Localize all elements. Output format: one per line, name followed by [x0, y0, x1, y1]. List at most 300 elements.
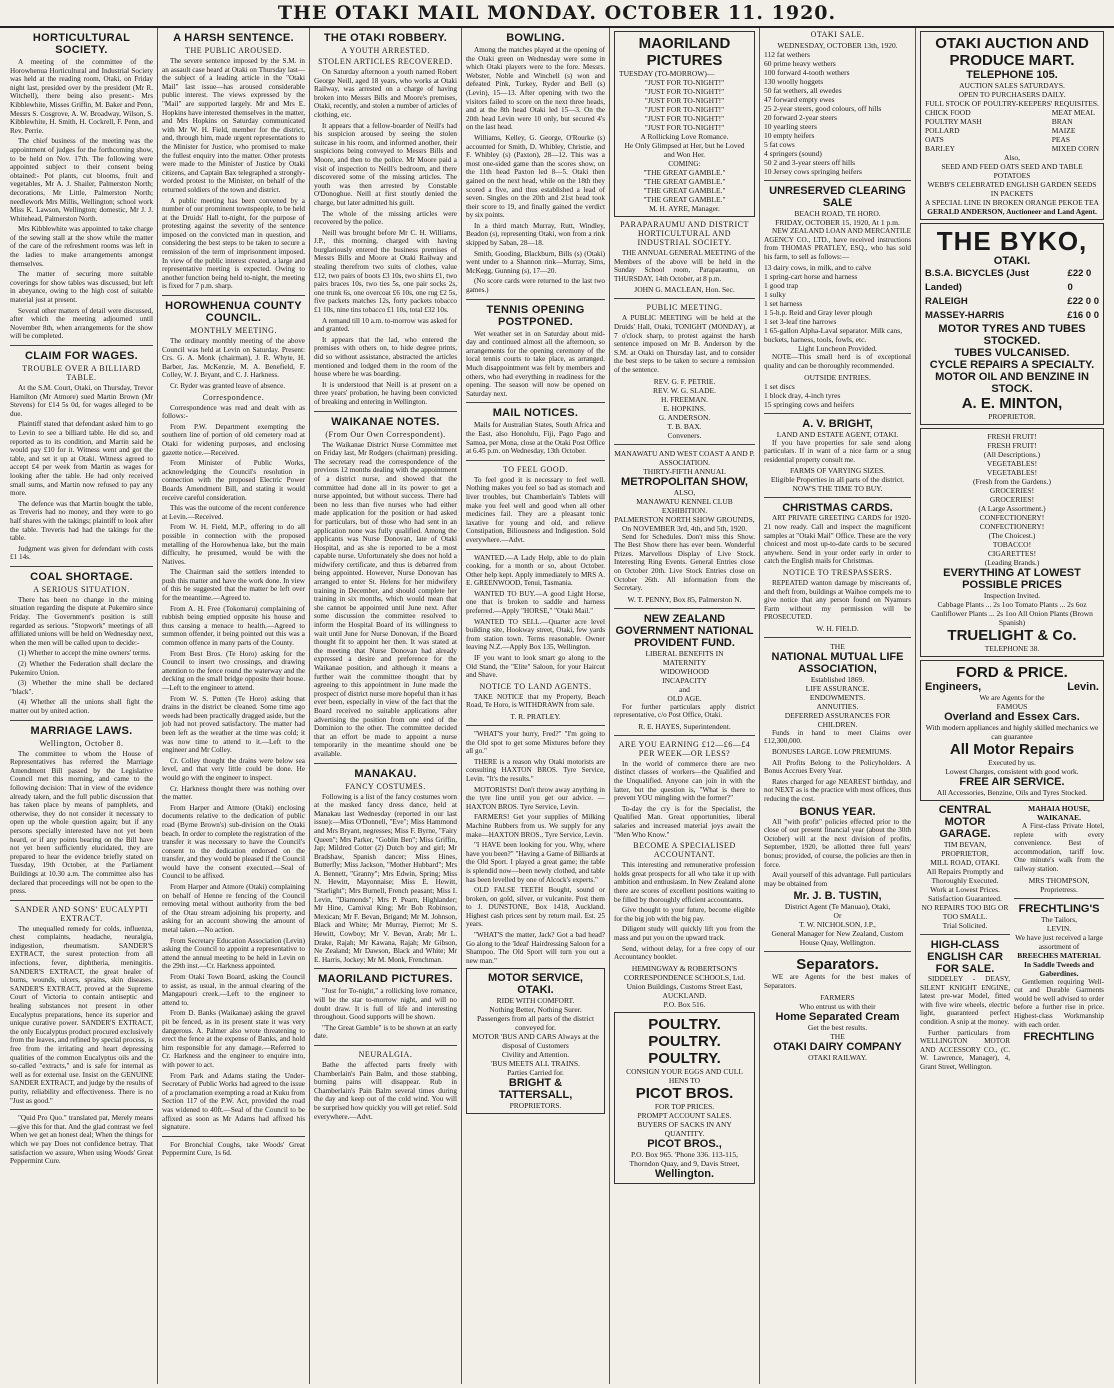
list-item: 5 fat cows	[764, 140, 795, 149]
list-item: 1 5-h.p. Reid and Gray lever plough	[764, 308, 873, 318]
divider	[614, 444, 755, 445]
price-row-price: £16 0 0	[1067, 310, 1099, 321]
ad-line: We have just received a large assortment of	[1015, 932, 1103, 951]
ad-city: Wellington.	[654, 1167, 715, 1180]
list-item: WIDOWHOOD	[659, 666, 710, 676]
column-3	[310, 28, 462, 1384]
ad-line: PROMPT ACCOUNT SALES.	[637, 1110, 732, 1120]
ad-line: Inspection Invited.	[983, 591, 1041, 600]
notice-text: A PUBLIC MEETING will be held at the Druids' Hall, Otaki, TONIGHT (MONDAY), at 7 o'clock sharp, to protest against the harsh sentence imposed on Mr B. Anderson by the S.M. at Otaki on Thursday last, and to consider the best steps to be taken to secure a remission of the sentence.	[614, 314, 755, 374]
conveners-list	[614, 377, 755, 431]
list-item: "JUST FOR TO-NIGHT!"	[644, 87, 725, 96]
list-item: 1 set discs	[764, 381, 795, 391]
list-item: 1 good trap	[764, 281, 799, 291]
ad-line: All Accessories, Benzine, Oils and Tyres Stocked.	[936, 788, 1088, 797]
divider	[1014, 898, 1104, 899]
notice-text: TAKE NOTICE that my Property, Beach Road, Te Horo, is WITHDRAWN from sale.	[466, 692, 605, 710]
list-item: 1 block dray, 4-inch tyres	[764, 390, 841, 400]
list-item: (Fresh from the Gardens.)	[973, 477, 1051, 486]
list-item: 10 yearling steers	[764, 122, 817, 131]
article-text: It appears that the lad, who entered the premises with others on, to hide degree prints, did so without assistance, abstracted the articles mentioned and lodged them in the room of the house where he was boarding.	[314, 335, 457, 379]
article-title: MAORILAND PICTURES.	[318, 973, 453, 986]
article-text: "Just for To-night," a rollicking love romance, will be the star to-morrow night, and will no doubt draw. It is full of life and interesting throughout. Good supports will be shown.	[314, 987, 457, 1022]
ad-line: NOW'S THE TIME TO BUY.	[792, 484, 883, 494]
ad-role: LAND AND ESTATE AGENT, OTAKI.	[776, 429, 899, 439]
article-text: The whole of the missing articles were recovered by the police.	[314, 209, 457, 227]
article-text: From Harper and Atmore (Otaki) enclosing documents relative to the dedication of public road (Byrne Brown's) sub-division on the Otaki beach. In order to complete the registration of the transfer it was necessary to have the Council's consent to the dedication endorsed on the transfer, and they would be pleased if the Council would have the consent executed.—Seal of Council to be affixed.	[162, 803, 305, 881]
ad-line: MANAWATU AND WEST COAST A AND P. ASSOCIATION.	[614, 448, 755, 467]
ad-line: OTAKI RAILWAY.	[808, 1052, 867, 1062]
divider	[764, 637, 911, 638]
article-subtitle: Correspondence.	[202, 392, 265, 402]
article-text: From Best Bros. (Te Horo) asking for the Council to insert two crossings, and drawing attention to the fence round the waterway and the decking on the small bridge opposite their house.—Left to the engineer to attend.	[162, 649, 305, 692]
article-subtitle: A SERIOUS SITUATION.	[33, 584, 130, 594]
ad-firm: HEMINGWAY & ROBERTSON'S CORRESPONDENCE SCHOOLS, Ltd.	[623, 963, 746, 982]
article-title: TENNIS OPENING POSTPONED.	[486, 303, 585, 328]
ad-text: Further particulars from WELLINGTON MOTOR AND ACCESSORY CO., (C. W. Lawrence, Manager), 4, Grant Street, Wellington.	[920, 1028, 1010, 1071]
ad-line: Nothing Better, Nothing Surer.	[489, 1005, 582, 1015]
ad-line: THE	[830, 641, 845, 651]
divider	[764, 497, 911, 498]
list-item: DEFERRED ASSURANCES FOR CHILDREN.	[784, 710, 891, 729]
divider	[466, 460, 605, 461]
ad-name: OTAKI DAIRY COMPANY	[773, 1040, 902, 1053]
article-text: Among the matches played at the opening of the Otaki green on Wednesday were some in which Otaki players were to the fore. Messrs. Webster, Noble and Winchell (s) won and defeated Pink, Turkey, Ryder and Bell (s) (Levin), 15—13. After opening with two the visitors failed to score on the next three heads, and at the 8th head Otaki led 15—3. On the 20th head Levin were 10 only, but secured 4's on the last head.	[466, 46, 605, 132]
list-item: BARLEY	[925, 144, 955, 153]
ad-phone: TELEPHONE 105.	[966, 69, 1058, 81]
list-item: "JUST FOR TO-NIGHT!"	[644, 114, 725, 123]
divider	[764, 180, 911, 181]
article-title: A HARSH SENTENCE.	[173, 32, 294, 44]
advert-text: For Bronchial Coughs, take Woods' Great Peppermint Cure, 1s 6d.	[162, 1140, 305, 1158]
article-text: The matter of securing more suitable coverings for show tables was discussed, but left in abeyance, owing to the high cost of suitable material just at present.	[10, 270, 153, 305]
article-text: Judgment was given for defendant with costs £1 14s.	[10, 544, 153, 562]
notice-text: THE ANNUAL GENERAL MEETING of the Members of the above will be held in the Sunday School room, Paraparaumu, on THURSDAY, 14th October, at 8 p.m.	[614, 249, 756, 283]
notice-title: NOTICE TO TRESPASSERS.	[782, 567, 893, 577]
ad-title: NATIONAL MUTUAL LIFE ASSOCIATION,	[771, 650, 904, 675]
bottom-left	[920, 804, 1010, 1074]
article-text: From W. H. Field, M.P., offering to do all possible in connection with the proposed metalling of the Horowhenua lake, but the main difficulty, he presumed, would be with the Natives.	[162, 523, 305, 566]
divider	[614, 298, 755, 299]
ad-title: HIGH-CLASS ENGLISH CAR FOR SALE.	[927, 939, 1003, 975]
list-item: REV. G. F. PETRIE.	[653, 376, 716, 386]
ad-text: NEW ZEALAND LOAN AND MERCANTILE AGENCY CO., LTD., have received instructions from THOMAS PRATLEY, ESQ., who has sold his farm, to sell as follows:—	[764, 227, 911, 261]
ad-title: NEW ZEALAND GOVERNMENT NATIONAL PROVIDENT FUND.	[615, 612, 754, 649]
ad-role: PROPRIETOR,	[941, 849, 989, 858]
article-dateline: Wellington, October 8.	[39, 738, 124, 748]
article-text: Several other matters of detail were discussed, after which the meeting adjourned until November 8th, when arrangements for the show will be completed.	[10, 306, 153, 341]
list-item: "JUST FOR TO-NIGHT!"	[644, 105, 725, 114]
ad-text: If you have properties for sale send along particulars. If in want of a nice farm or a snug residential property consult me.	[764, 438, 911, 464]
ad-address: Union Buildings, Customs Street East, AUCKLAND.	[626, 981, 743, 1000]
ad-line: All Repairs Promptly and Thoroughly Executed.	[926, 867, 1004, 885]
ad-line: All Motor Repairs	[949, 741, 1075, 758]
price-row	[925, 295, 1099, 309]
article-text: From Secretary Education Association (Levin) asking the Council to appoint a representative to attend the annual meeting to be held in Levin on the 29th inst.—Cr. Harkness appointed.	[162, 936, 305, 971]
ad-name: Mr. J. B. TUSTIN,	[793, 890, 882, 903]
ad-line: THE	[830, 1031, 845, 1041]
ad-line: On NOVEMBER 3rd, 4th, and 5th, 1920.	[622, 523, 747, 533]
ad-name: TIM BEVAN,	[943, 840, 987, 849]
ad-line: ALSO,	[673, 487, 696, 497]
ad-line: A SPECIAL LINE IN BROKEN ORANGE PEKOE TEA	[925, 198, 1099, 207]
classified-ad: "WHAT'S your hurry, Fred?" "I'm going to the Old spot to get some Mixtures before they all go."	[466, 730, 605, 756]
article-text: A remand till 10 a.m. to-morrow was asked for and granted.	[314, 316, 457, 334]
ad-title: POULTRY. POULTRY. POULTRY.	[648, 1015, 721, 1067]
classified-ad: THERE is a reason why Otaki motorists are consulting HAXTON BROS. Tyre Service, Levin. "It's the results."	[466, 757, 605, 783]
life-list	[764, 684, 911, 729]
poultry-ad	[614, 1012, 755, 1184]
divider	[10, 345, 153, 346]
outside-items	[764, 382, 911, 409]
list-item: CIGARETTES!	[987, 549, 1037, 558]
ad-text: Avail yourself of this advantage. Full particulars may be obtained from	[764, 871, 911, 888]
sale-head: OTAKI SALE.	[810, 30, 865, 39]
list-item: PEAS	[1051, 135, 1071, 144]
ad-line: OPEN TO PURCHASERS DAILY.	[958, 90, 1066, 99]
ad-line: Cauliflower Plants ... 2s 1oo All Onion Plants (Brown Spanish)	[931, 609, 1093, 627]
article-text: The severe sentence imposed by the S.M. in an assault case heard at Otaki on Thursday last—the subject of a leading article in the "Otaki Mail" last issue—has aroused considerable public interest. The views expressed by the "Mail" are supported largely. Mr and Mrs E. Hopkins have interested themselves in the matter, and Mrs Hopkins on Saturday communicated with Mr W. H. Field, member for the district, and, through him, made urgent representations to the Minister for Justice, who promised to make the fullest enquiry into the matter. Other protests were made to the Minister of Justice by Otaki citizens, and Captain Bax telegraphed a strongly-worded protest to the Minister, on behalf of the returned soldiers of the town and district.	[162, 57, 305, 194]
ad-line: FRIDAY, OCTOBER 15, 1920, At 1 p.m.	[775, 218, 900, 227]
divider	[466, 549, 605, 550]
ad-line: Or	[833, 911, 842, 921]
divider	[466, 402, 605, 403]
ad-text: NOTE—This small herd is of exceptional quality and can be thoroughly recommended.	[764, 353, 911, 370]
advert-verse: "Quid Pro Quo." translated pat, Merely means—give this for that. And the glad contrast we feel When we get an honest deal; When the things for which we pay Does not confidence betray. That satisfaction we assure, When using Woods' Great Peppermint Cure.	[10, 1114, 153, 1166]
ad-subtitle: BECOME A SPECIALISED ACCOUNTANT.	[633, 841, 736, 860]
list-item: 50 fat wethers, all ewedes	[764, 86, 842, 95]
ad-line: OUTSIDE ENTRIES.	[804, 372, 871, 382]
article-text: From Otaki Town Board, asking the Council to assist, as usual, in the annual clearing of the Mangapouri creek.—Left to the engineer to attend to.	[162, 973, 305, 1007]
article-text: The ordinary monthly meeting of the above Council was held at Levin on Saturday. Present: Crs. G. A. Monk (chairman), J. R. Whyte, H. Barber, Jas. McKenzie, M. A. Benefield, F. Colley, W. J. Bryant, and C. J. Harkness.	[162, 337, 305, 380]
divider	[10, 566, 153, 567]
list-item: (All Descriptions.)	[983, 450, 1041, 459]
ad-date: TUESDAY (TO-MORROW)—	[619, 69, 715, 78]
list-item: BRAN	[1051, 117, 1073, 126]
ad-line: TUBES VULCANISED.	[954, 347, 1070, 359]
divider	[10, 1109, 153, 1110]
notice-text: REPEATED wanton damage by miscreants of, and theft from, buildings at Waihoe compels me to give notice that any person found on Nyamurs Farm without my permission will be PROSECUTED.	[764, 578, 911, 622]
ad-line: Executed by us.	[988, 758, 1036, 767]
ad-text: BONUSES LARGE. LOW PREMIUMS.	[772, 748, 892, 757]
ad-signature: MRS THOMPSON, Proprietress.	[1028, 875, 1090, 894]
ad-line: FARMS OF VARYING SIZES.	[789, 466, 886, 476]
ad-role: General Manager for New Zealand, Custom House Quay, Wellington.	[771, 929, 904, 948]
ad-line: Parties Carried for.	[507, 1068, 564, 1078]
price-row-price: £22 0 0	[1067, 296, 1099, 307]
article-text: (1) Whether to accept the mine owners' terms.	[18, 649, 151, 658]
ad-line: Eligible Properties in all parts of the district.	[770, 475, 905, 485]
article-title: HORTICULTURAL SOCIETY.	[32, 32, 131, 56]
advert-text: The unequalled remedy for colds, influenza, chest complaints, headache, neuralgia, indigestion, rheumatism. SANDER'S EXTRACT, the surest protection from all infections, fever, diphtheria, meningitis. SANDER'S EXTRACT, the great healer of burns, wounds, ulcers, sprains, skin diseases. SANDER'S EXTRACT, proved at the Supreme Court of Victoria to contain antiseptic and healing substances not present in other Eucalyptus preparations, hence its superior and unique curative power. SANDER'S EXTRACT, the only Eucalyptus product procured exclusively from the leaves, and refined by special process, is free from the irritating and heart depressing qualities of the common Eucalyptus oils and the so-called "extracts," and is safe for internal as well as for external use. Insist on the GENUINE SANDER EXTRACT, and judge by the results of purity, reliability and effectiveness. There is no "Just as good."	[10, 924, 153, 1105]
list-item: 47 forward empty ewes	[764, 95, 835, 104]
ad-line: THIRTY-FIFTH ANNUAL	[643, 466, 726, 476]
list-item: "THE GREAT GAMBLE."	[643, 186, 726, 195]
ad-signature: M. H. AYRE, Manager.	[649, 204, 720, 213]
column-5	[610, 28, 760, 1384]
divider	[10, 720, 153, 721]
divider	[314, 1045, 457, 1046]
ad-line: Also,	[1003, 153, 1021, 162]
ad-line: SEED AND FEED OATS SEED AND TABLE POTATOES	[941, 162, 1083, 180]
list-item: 10 empty heifers	[764, 131, 815, 140]
article-text: The Chairman said the settlers intended to push this matter and have the work done. In view of this he suggested that the matter be left over for the meantime.—Agreed to.	[162, 568, 305, 603]
auction-lists	[925, 108, 1099, 153]
notice-signature: T. R. PRATLEY.	[510, 712, 561, 721]
ad-box: P.O. Box 516.	[663, 999, 706, 1009]
list-item: "THE GREAT GAMBLE."	[643, 177, 726, 186]
ad-text: All Profits Belong to the Policyholders. A Bonus Accrues Every Year.	[764, 758, 911, 776]
article-text: The committee to whom the House of Representatives has referred the Marriage Amendment Bill passed by the Legislative Council met this morning, and came to the following decision: That in view of the evidence already taken, and the full public discussion that has taken place by means of pamphlets, and otherwise, they do not consider it necessary to open up the whole question again; but if any persons specially interested have not yet been heard, or if any points bearing on the Bill have not yet been sufficiently elucidated, they are prepared to hear the evidence briefly stated on Tuesday, 19th October, at the Parliament Buildings at 10.30 a.m. The committee also has declared that proceedings will not be open to the press.	[10, 749, 153, 896]
ad-text: In the world of commerce there are two distinct classes of workers—the Qualified and the Unqualified. Anyone can join in with the latter, but the question is, "What is there to prevent YOU mingling with the former?"	[614, 759, 755, 803]
ad-title: METROPOLITAN SHOW,	[621, 475, 748, 488]
article-text: In a third match Murray, Rutt, Windley, Beadon (s), representing Otaki, won from a rink skipped by Saban, 28—18.	[466, 221, 605, 248]
article-text: The chief business of the meeting was the appointment of judges for the forthcoming show, to be held on Nov. 17th. The following were appointed subject to their consent being obtained:- Pot plants, cut blooms, fruit and vegetables, Mr A. J. Shailer, Palmerston North; decorations, Mr Little, Palmerston North; needlework Mrs Millis, Wellington; school work Miss K. Lawson, Wellington; domestic, Mr J. J. Whitehead, Palmerston North.	[10, 137, 153, 223]
ad-line: WEBB'S CELEBRATED ENGLISH GARDEN SEEDS IN PACKETS	[927, 180, 1097, 198]
masthead: THE OTAKI MAIL MONDAY. OCTOBER 11. 1920.	[0, 0, 1114, 28]
classified-ad: FARMERS! Get your supplies of Milking Machine Rubbers from us. We supply for any make—HAXTON BROS., Tyre Service, Levin.	[466, 813, 605, 839]
advert-text: To feel good it is necessary to feel well. Nothing makes you feel so bad as stomach and liver troubles, but Chamberlain's Tablets will make you feel well and good when all other medicines fail. They are a pleasant tonic laxative for young and old, and relieve Constipation, Biliousness and Indigestion. Sold everywhere.—Advt.	[466, 475, 605, 544]
ml-gamble-list	[619, 168, 750, 204]
article-text: On Saturday afternoon a youth named Robert George Neill, aged 18 years, who works at Otaki Railway, was arrested on a charge of having broken into Messrs Bills and Moore's premises, Otaki, recently, and stolen a number of articles of clothing, etc.	[314, 68, 457, 119]
ad-line: CYCLE REPAIRS A SPECIALTY.	[929, 359, 1095, 371]
ad-line: Cabbage Plants ... 2s 1oo Tomato Plants ... 2s 6oz	[937, 600, 1087, 609]
ad-text: Give thought to your future, become eligible for the big job with the big pay.	[614, 906, 755, 923]
maoriland-pictures-ad	[614, 31, 755, 217]
advert-title: SANDER AND SONS' EUCALYPTI EXTRACT.	[14, 904, 149, 923]
ad-text: Send for Schedules. Don't miss this Show. The Best Show there has ever been. Wonderful Prizes. Marvellous Display of Live Stock. Interesting Ring Events. General Entries close on October 20th. Live Stock Entries close on October 26th. All information from the Secretary.	[614, 532, 755, 593]
article-text: Correspondence was read and dealt with as follows:-	[162, 403, 305, 421]
divider	[466, 299, 605, 300]
article-text: (2) Whether the Federation shall declare the Pukemiro Union.	[10, 660, 153, 677]
article-subtitle: TROUBLE OVER A BILLIARD TABLE.	[22, 364, 141, 382]
ad-line: He Only Glimpsed at Her, but he Loved and Won Her.	[624, 141, 745, 159]
ad-phone: TELEPHONE 38.	[984, 644, 1040, 653]
article-title: THE OTAKI ROBBERY.	[323, 32, 448, 44]
list-item: OLD AGE.	[667, 693, 702, 703]
ad-line: FAMOUS	[996, 702, 1028, 711]
sale-items	[764, 50, 911, 176]
article-text: From Minister of Public Works, acknowledging the Council's resolution in connection with the proposed Electric Power Boards Amendment Bill, and stating it would receive careful consideration.	[162, 459, 305, 502]
article-text: Mails for Australian States, South Africa and the East, also Honolulu, Fiji, Pago Pago and Samoa, per Mona, close at the Otaki Post Office at 6.45 p.m. on Wednesday, 13th October.	[466, 421, 605, 456]
list-item: H. FREEMAN.	[661, 394, 708, 404]
article-subtitle: STOLEN ARTICLES RECOVERED.	[318, 57, 453, 66]
ad-title: ARE YOU EARNING £12—£6—£4 PER WEEK—OR LESS?	[618, 739, 751, 758]
list-item: (The Choicest.)	[988, 531, 1036, 540]
divider	[764, 413, 911, 414]
article-text: Cr. Harkness thought there was nothing over the matter.	[162, 784, 305, 802]
bottom-ads	[920, 804, 1104, 1074]
notice-title: PARAPARAUMU AND DISTRICT HORTICULTURAL AND INDUSTRIAL SOCIETY.	[620, 220, 749, 247]
list-item: 112 fat wethers	[764, 50, 810, 59]
classified-ad: "WHAT'S the matter, Jack? Got a bad head? Go along to the 'Ideal' Hairdressing Saloon for a Shampoo. The Old Sport will turn you out a new man."	[466, 931, 605, 965]
list-item: OATS	[925, 135, 944, 144]
list-item: MIXED CORN	[1051, 144, 1099, 153]
ad-line: Satisfaction Guaranteed.	[928, 894, 1002, 903]
price-row-price: £22 0 0	[1067, 268, 1092, 293]
ad-subtitle: The Tailors,	[1041, 914, 1077, 924]
ad-title: BONUS YEAR.	[799, 805, 876, 818]
list-item: CONFECTIONERY!	[979, 522, 1045, 531]
ad-line: BUYERS OF SACKS IN ANY QUANTITY.	[637, 1119, 732, 1138]
ad-text: ART PRIVATE GREETING CARDS for 1920-21 now ready. Call and inspect the magnificent samples at "Otaki Mail" Office. These are the very choicest and most up-to-date cards to be secured anywhere. Send in your order early in order to catch the English mails for Christmas.	[764, 514, 911, 566]
ad-line: Overland and Essex Cars.	[944, 711, 1080, 723]
article-text: A public meeting has been convened by a number of our prominent townspeople, to be held at the Druids' Hall to-night, for the purpose of protesting against the severity of the sentence imposed on the convicted man in question, and considering the best steps to be taken to secure a remission of the term of imprisonment imposed. In view of the public interest created, a large and representative meeting is expected. Owing to another function being held to-night, the meeting is fixed for 7 p.m. sharp.	[162, 196, 305, 291]
ad-line: With modern appliances and highly skilled mechanics we can guarantee	[925, 723, 1099, 741]
price-row	[925, 309, 1099, 323]
list-item: and	[679, 684, 690, 694]
ad-line: MOTOR 'BUS AND CARS Always at the disposal of Customers	[472, 1032, 599, 1051]
ad-title: MAORILAND	[638, 35, 731, 52]
list-item: CONFECTIONERY!	[979, 513, 1045, 522]
notice-signature: JOHN G. MACLEAN, Hon. Sec.	[634, 285, 735, 295]
list-item: REV. W. G. SLADE.	[653, 385, 716, 395]
list-item: ANNUITIES.	[816, 701, 859, 711]
ad-line: Established 1869.	[810, 674, 865, 684]
ad-line: Who entrust us with their	[799, 1001, 876, 1011]
list-item: 130 woolly hoggets	[764, 77, 824, 86]
article-text: The Waikanae District Nurse Committee met on Friday last, Mr Rodgers (chairman) presiding. The secretary read the correspondence of the previous 12 months dealing with the appointment of a district nurse, and showed that the committee had done all in its power to get a nurse appointed, but without success. There had been no less than five nurses who had either made application for the position or had asked for particulars, but of those who had sent in an application none was fully qualified. Among the applicants was Nurse Donovan, late of Otaki Hospital, and as she is reported to be a most capable nurse. Unfortunately she does not hold a midwifery certificate, and thus is debarred from being appointed. However, Nurse Donovan has arranged to enter St. Helens for her midwifery training in December, and should complete her training in six months, which would mean that she cannot be appointed until June next. After some discussion the committee resolved to inform the Hospital Board of its willingness to wait until June for Nurse Donovan, if the Board thought fit to appoint her then. It was stated at the meeting that Nurse Donovan had already expressed a desire and preference for the Waikanae position, and although it means a further wait the committee thought that by agreeing to this appointment in June made the prospect of district nurse more hopeful than it has ever been, especially in view of the fact that the Board received no suitable applications after advertising the position from one end of the Dominion to the other. The committee decided that an effort be made to appoint a nurse temporarily in the meantime should one be available.	[314, 440, 457, 758]
ad-role: District Agent (Te Manuao), Otaki,	[784, 902, 891, 912]
ad-line: A Rollicking Love Romance.	[640, 132, 729, 141]
ad-text: This interesting and remunerative profession holds great prospects for all who take it up with ambition and enthusiasm. In New Zealand alone there are scores of excellent positions waiting to be filled by thoroughly efficient accountants.	[614, 861, 755, 904]
ad-line: NO REPAIRS TOO BIG OR TOO SMALL.	[921, 903, 1009, 921]
list-item: 1 set harness	[764, 299, 803, 309]
price-row	[925, 267, 1099, 295]
classified-ad: WANTED.—A Lady Help, able to do plain cooking, for a month or so, about October. Other help kept. Apply immediately to MRS A. E. GREENWOOD, Tenui, Tasmania.	[466, 553, 605, 588]
divider	[162, 1136, 305, 1137]
column-6	[760, 28, 916, 1384]
auction-mart-ad	[920, 31, 1104, 220]
article-subtitle: FANCY COSTUMES.	[345, 781, 426, 791]
price-row-name: RALEIGH	[925, 296, 968, 307]
ad-line: Civility and Attention.	[501, 1050, 570, 1060]
article-title: WAIKANAE NOTES.	[331, 415, 440, 428]
list-item: 4 springers (sound)	[764, 149, 822, 158]
ad-role: PROPRIETORS.	[509, 1101, 562, 1111]
auction-right-list	[1052, 108, 1099, 153]
list-item: INCAPACITY	[662, 675, 707, 685]
ad-footer: FRECHTLING	[1023, 1031, 1095, 1044]
ad-title: MOTOR SERVICE, OTAKI.	[488, 972, 583, 997]
sale-date: WEDNESDAY, OCTOBER 13th, 1920.	[777, 41, 898, 50]
motor-service-ad	[466, 968, 605, 1114]
classified-ad: WANTED TO SELL.—Quarter acre level building site, Hookway street, Otaki, few yards from station town. Terms reasonable. Owner leaving N.Z.—Apply Box 135, Wellington.	[466, 617, 605, 652]
ad-line: FULL STOCK OF POULTRY-KEEPERS' REQUISITES.	[925, 99, 1099, 108]
list-item: 10 Jersey cows springing heifers	[764, 167, 862, 176]
ad-name: T. W. NICHOLSON, J.P.,	[799, 920, 876, 930]
ad-address: P.O. Box 965. 'Phone 336. 113-115, Thorndon Quay, and 9, Davis Street,	[629, 1149, 740, 1168]
ad-line: FREE AIR SERVICE.	[959, 776, 1065, 788]
list-item: FRESH FRUIT!	[987, 432, 1037, 441]
ad-line: COMING:	[668, 159, 701, 168]
list-item: E. HOPKINS.	[663, 403, 706, 413]
ml-repeat-list	[619, 78, 750, 132]
ad-role: PROPRIETOR.	[988, 412, 1036, 421]
ad-line: MOTOR OIL AND BENZINE IN STOCK.	[935, 371, 1089, 395]
list-item: MEAT MEAL	[1051, 108, 1096, 117]
ad-title: CHRISTMAS CARDS.	[782, 502, 893, 515]
ad-text: Diligent study will quickly lift you from the mass and put you on the upward track.	[614, 925, 755, 942]
article-subtitle: THE PUBLIC AROUSED.	[185, 46, 282, 55]
fresh-list	[925, 432, 1099, 567]
advert-text: Bathe the affected parts freely with Chamberlain's Pain Balm, and those stabbing, burning pains will disappear. Rub in Chamberlain's Pain Balm several times during the day and keep out of the cold wind. You will be surprised how quickly you will get relief. Sold everywhere.—Advt.	[314, 1060, 457, 1121]
list-item: "JUST FOR TO-NIGHT!"	[644, 123, 725, 132]
classified-ad: OLD FALSE TEETH Bought, sound or broken, on gold, silver, or vulcanite. Post them to J. DUNSTONE, Box 1418, Auckland. Highest cash prices sent by return mail. Est. 25 years.	[466, 886, 605, 929]
ad-title: FORD & PRICE.	[956, 664, 1068, 681]
article-text: From Harper and Atmore (Otaki) complaining on behalf of Henne re fencing of the Council removing metal without authority from the bed of the Otau stream adjoining his property, and asking for an account showing the amount of metal taken.—No action.	[162, 883, 305, 935]
ad-line: FOR TOP PRICES.	[654, 1101, 715, 1111]
list-item: TOBACCO!	[992, 540, 1032, 549]
article-title: BOWLING.	[506, 32, 565, 44]
article-text: From P.W. Department exempting the southern line of portion of old cemetery road at Otaki for widening purposes, and enclosing gazette notice.—Received.	[162, 422, 305, 457]
list-item: LIFE ASSURANCE.	[805, 683, 870, 693]
ad-text: To-day the cry is for the Specialist, the Qualified Man. Great opportunities, liberal salaries and increased material joys await the "Men Who Know."	[614, 804, 755, 839]
article-title: MARRIAGE LAWS.	[30, 724, 133, 737]
article-text: From D. Banks (Waikanae) asking the gravel pit be fenced, as in its present state it was very dangerous. A. Palmer also wrote threatening to erect the fence at the expense of Banks, and hold him responsible for any damage.—Referred to Cr. Harkness and the engineer to enquire into, with power to act.	[162, 1009, 305, 1069]
price-row-name: B.S.A. BICYCLES (Just Landed)	[925, 268, 1029, 293]
ad-location: LEVIN.	[1046, 923, 1072, 933]
ad-line: AUCTION SALES SATURDAYS.	[959, 81, 1065, 90]
ad-text: A First-class Private Hotel, replete with every convenience. Best of accommodation, tariff low. One minute's walk from the railway station.	[1014, 822, 1104, 873]
article-text: Williams, Kelley, G. George, O'Rourke (s) accounted for Smith, D. Whibley, Christie, and F. Whibley (s) (Paxton), 28—12. This was a most one-sided game than the scores show, on the 11th head Paxton led 8—5. Otaki then gained on the next head, while on the 18th they scored a five, and thus established a lead of seven. Singles on the 20th and 21st head took their score to 19, and finally gained the verdict by six points.	[466, 133, 605, 220]
ad-name: A. V. BRIGHT,	[802, 417, 873, 430]
list-item: 60 prime heavy wethers	[764, 59, 836, 68]
ad-line: BEACH ROAD, TE HORO.	[794, 209, 881, 218]
divider	[920, 934, 1010, 935]
notice-title: NOTICE TO LAND AGENTS.	[479, 681, 592, 691]
ad-text: Gentlemen requiring Well-cut and Durable Garments would be well advised to order before a further rise in price. Highest-class Workmanship with each order.	[1014, 977, 1104, 1029]
ad-text: WE are Agents for the best makes of Separators.	[764, 973, 911, 990]
list-item: 100 forward 4-tooth wethers	[764, 68, 850, 77]
article-text: This was the outcome of the recent conference at Levin.—Received.	[162, 504, 305, 521]
list-item: FRESH FRUIT!	[987, 441, 1037, 450]
ad-location: OTAKI.	[993, 255, 1031, 267]
list-item: MATERNITY	[662, 657, 707, 667]
article-text: Plaintiff stated that defendant asked him to go to Levin to see a billiard table. He did so, and reported as to its condition, and Martin said he would pay £10 for it. Witness went and got the table, and set it up at Otaki. Witness agreed to accept £4 per week from Martin as wages for looking after the table. He had only received small sums, and Martin now refused to pay any more.	[10, 420, 153, 498]
auction-left-list	[925, 108, 982, 153]
advert-title: TO FEEL GOOD.	[503, 464, 568, 474]
article-text: Cr. Ryder was granted leave of absence.	[170, 382, 286, 390]
list-item: POULTRY MASH	[925, 117, 982, 126]
ad-signature: R. E. HAYES, Superintendent.	[638, 721, 731, 731]
article-title: MANAKAU.	[354, 767, 417, 780]
ad-title: CENTRAL MOTOR GARAGE.	[938, 804, 992, 840]
article-text: Smith, Gooding, Blackburn, Bills (s) (Otaki) went under to a Shannon rink—Murray, Sims, McKegg, Gunning (s), 17—20.	[466, 249, 605, 275]
list-item: CHICK FOOD	[925, 108, 971, 117]
article-subtitle: A YOUTH ARRESTED.	[341, 46, 430, 55]
clearing-items	[764, 263, 911, 344]
column-2	[158, 28, 310, 1384]
list-item: 1 sulky	[764, 290, 786, 300]
list-item: GROCERIES!	[989, 495, 1035, 504]
ad-name: TRUELIGHT & Co.	[947, 627, 1077, 644]
fresh-fruit-ad	[920, 428, 1104, 657]
ad-name: BRIGHT & TATTERSALL,	[498, 1077, 573, 1102]
ad-line: MANAWATU KENNEL CLUB EXHIBITION.	[636, 496, 733, 515]
list-item: 20 forward 2-year steers	[764, 113, 838, 122]
list-item: 1 set 3-leaf tine harrows	[764, 317, 837, 327]
list-item: VEGETABLES!	[986, 459, 1038, 468]
article-subtitle: (From Our Own Correspondent).	[325, 429, 446, 439]
ad-title: THE BYKO,	[936, 226, 1088, 256]
article-text: Following is a list of the fancy costumes worn at the masked fancy dress dance, held at Manakau last Wednesday (reported in our last issue):—Miss O'Donnell, "Eve"; Miss Hammond and Mrs Bryant, negresses; Miss F. Byrne, "Fairy Queen"; Mrs Parker, "Goblin Ben"; Miss Griffin, Jap; Mildred Cotter (2) Dutch boy and girl; Mr Bradshaw, Spanish dancer; Miss Hines, Butterfly; Miss Jackson, "Mother Hubbard"; Mrs A. Bennett, "Granny"; Mrs Edwin, Spring; Miss N. Hewitt, Mayonnaise; Miss E. Hewitt, "Starlight"; Mrs Burnell, French peasant; Miss I. Levin, "Diamonds"; Mrs P. Pearn, Highlander; Mr Hine, Camival King; Mr Bob Robinson, Mexican; Mr F. Bevan, Brigand; Mr M. Johnson, Black and White; Mr Murray, Pierrot; Mr S. Hewitt, Cowboy; Mr V. Bevan, Arab; Mr L. Drake, Rajah; Mr Kawana, Rajah; Mr Gibson, Ne Zealand; Mr Dawson, Black and White; Mr E. Harris, Jockey; Mr M. Monk, Frenchman.	[314, 792, 457, 964]
list-item: 50 2 and 3-year steers off hills	[764, 158, 856, 167]
list-item: G. ANDERSON.	[658, 412, 711, 422]
article-title: HOROWHENUA COUNTY COUNCIL.	[165, 300, 302, 325]
article-text: It appears that a fellow-boarder of Neill's had his suspicion aroused by seeing the stolen suitcase in his room, and informed another, their suspicions being conveyed to Messrs Bills and Moore, and then to the police. Mr Moore paid a visit of inspection to Neill's bedroom, and there discovered some of the missing articles. The youth was then arrested by Constable O'Donoghue. Neill at first stoutly denied the charge, but later admitted his guilt.	[314, 121, 457, 207]
ad-subtitle: Engineers,	[925, 681, 982, 693]
